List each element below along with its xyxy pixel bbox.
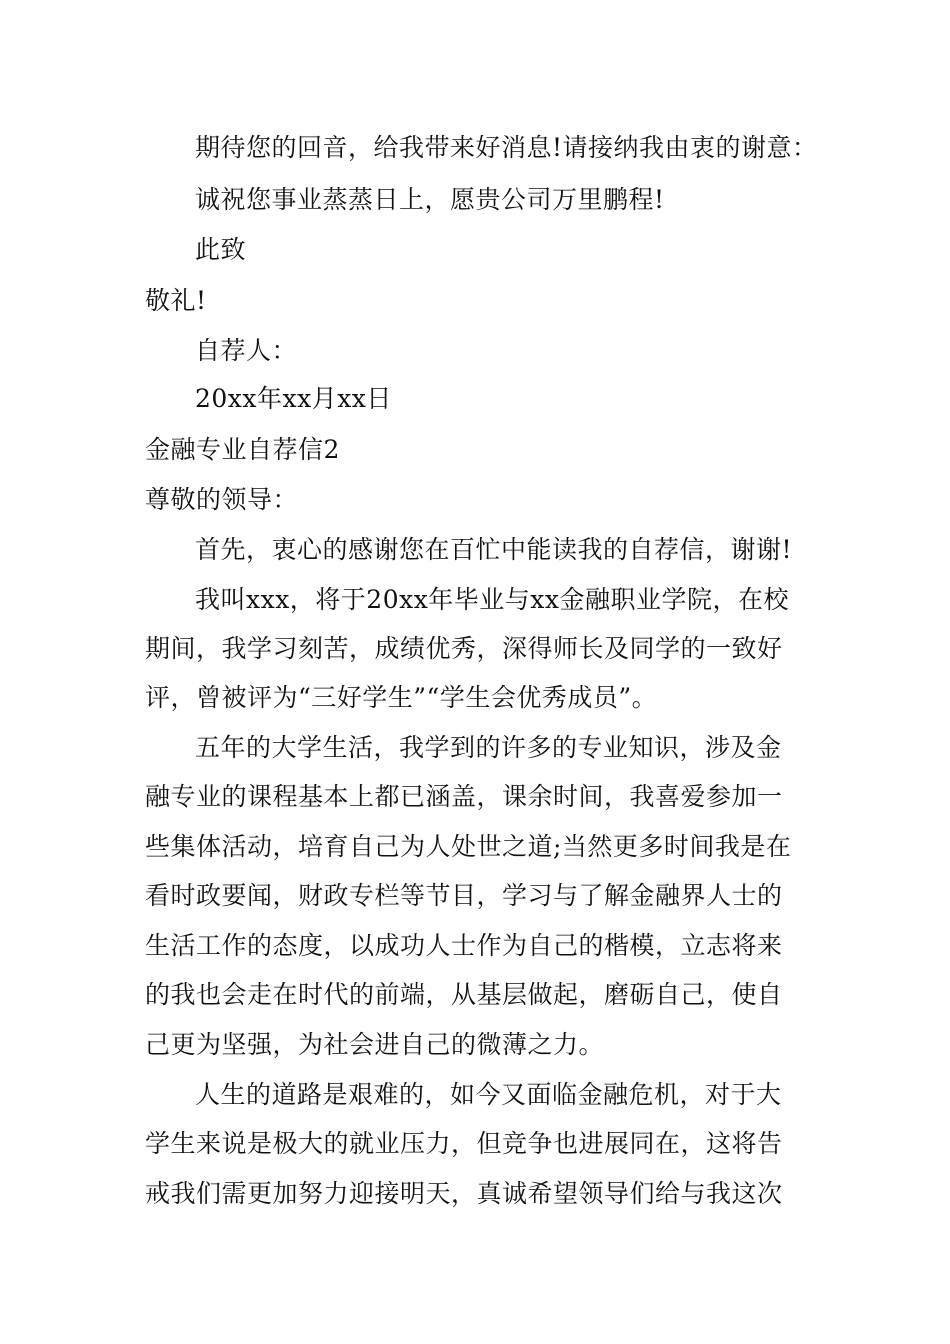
paragraph-3-line-6: 的我也会走在时代的前端，从基层做起，磨砺自己，使自 xyxy=(145,980,783,1009)
paragraph-3-line-2: 融专业的课程基本上都已涵盖，课余时间，我喜爱参加一 xyxy=(145,782,783,811)
paragraph-4-line-3: 戒我们需更加努力迎接明天，真诚希望领导们给与我这次 xyxy=(145,1179,783,1208)
paragraph-2-line-1: 我叫xxx，将于20xx年毕业与xx金融职业学院，在校 xyxy=(195,585,790,614)
closing-line-1: 期待您的回音，给我带来好消息!请接纳我由衷的谢意： xyxy=(195,133,818,162)
salutation-jingli: 敬礼! xyxy=(145,286,207,315)
paragraph-3-line-3: 些集体活动，培育自己为人处世之道;当然更多时间我是在 xyxy=(145,832,792,861)
paragraph-1-line-1: 首先，衷心的感谢您在百忙中能读我的自荐信，谢谢! xyxy=(195,535,793,564)
paragraph-4-line-1: 人生的道路是艰难的，如今又面临金融危机，对于大 xyxy=(195,1080,782,1109)
paragraph-2-line-3: 评，曾被评为“三好学生”“学生会优秀成员”。 xyxy=(145,683,658,712)
date-line: 20xx年xx月xx日 xyxy=(195,384,392,413)
paragraph-3-line-1: 五年的大学生活，我学到的许多的专业知识，涉及金 xyxy=(195,733,782,762)
signature-label: 自荐人： xyxy=(195,336,298,365)
paragraph-4-line-2: 学生来说是极大的就业压力，但竞争也进展同在，这将告 xyxy=(145,1129,783,1158)
paragraph-3-line-4: 看时政要闻，财政专栏等节目，学习与了解金融界人士的 xyxy=(145,881,783,910)
salutation-cizhi: 此致 xyxy=(195,235,247,264)
paragraph-3-line-7: 己更为坚强，为社会进自己的微薄之力。 xyxy=(145,1030,605,1059)
paragraph-3-line-5: 生活工作的态度，以成功人士作为自己的楷模，立志将来 xyxy=(145,931,783,960)
section-title: 金融专业自荐信2 xyxy=(145,435,340,464)
closing-line-2: 诚祝您事业蒸蒸日上，愿贵公司万里鹏程! xyxy=(195,185,665,214)
paragraph-2-line-2: 期间，我学习刻苦，成绩优秀，深得师长及同学的一致好 xyxy=(145,634,783,663)
greeting: 尊敬的领导： xyxy=(145,485,299,514)
